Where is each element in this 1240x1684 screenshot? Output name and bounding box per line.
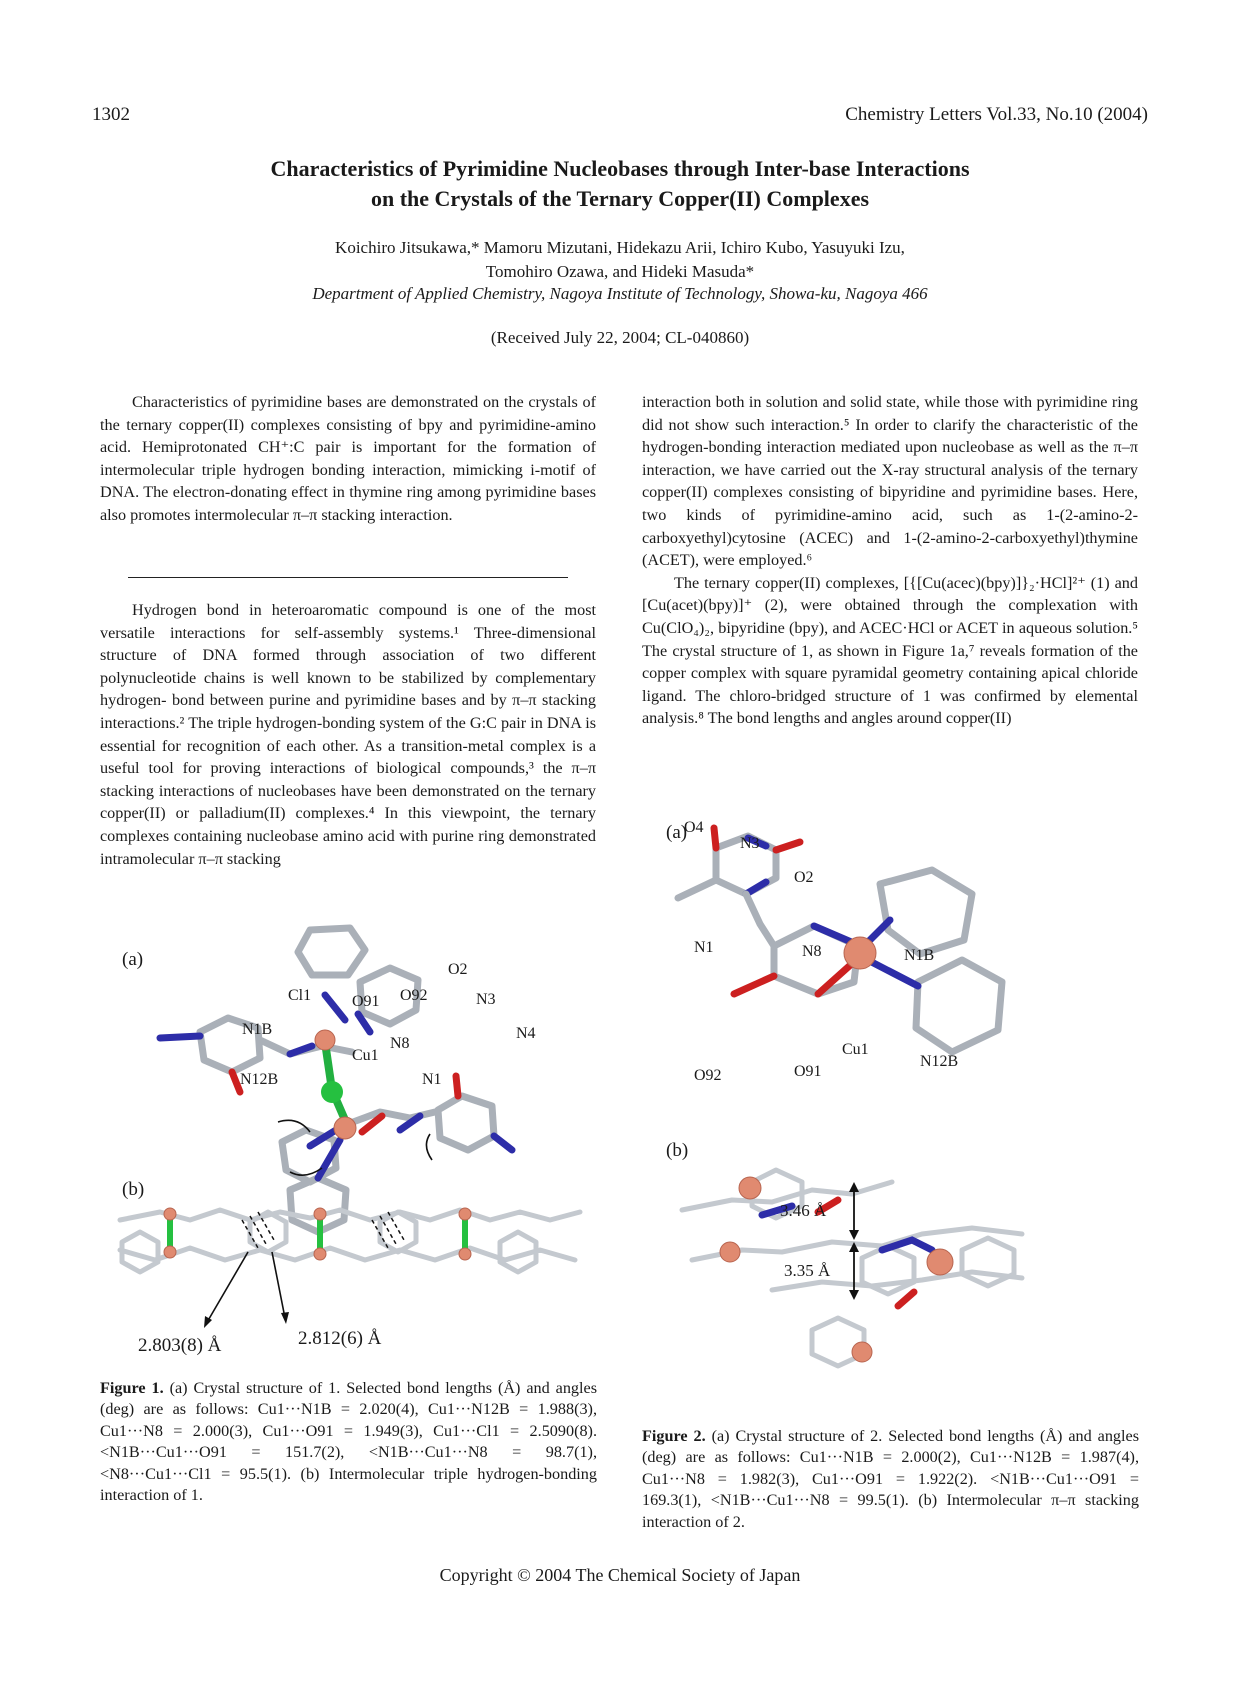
figure-2 <box>642 810 1142 1415</box>
body-paragraph-1-continued: interaction both in solution and solid state, while those with pyrimidine ring did not show such interaction.⁵ In order to clarify the characteristic of the hydrogen-bonding interaction mediated upon nucleobase as well as the π–π interaction, we have carried out the X-ray structural analysis of the ternary copper(II) complexes consisting of bipyridine and pyrimidine bases. Here, two kinds of pyrimidine-amino acid, such as 1-(2-amino-2-carboxyethyl)cytosine (ACEC) and 1-(2-amino-2-carboxyethyl)thymine (ACET), were employed.⁶ <box>642 393 1138 570</box>
bond-o <box>232 1072 240 1092</box>
figure-1b-panel-label: (b) <box>122 1179 145 1200</box>
atom-label-n12b: N12B <box>240 1071 279 1088</box>
figure-2b-stacking <box>682 1170 1022 1366</box>
atom-label-cu1: Cu1 <box>842 1041 869 1058</box>
figure-1-caption-label: Figure 1. <box>100 1379 164 1397</box>
body-column-right <box>642 391 1138 730</box>
bond-n <box>160 1036 200 1038</box>
figure-2-caption-text: (a) Crystal structure of 2. Selected bond lengths (Å) and angles (deg) are as follows: Cu1···N1B = 2.000(2), Cu1···N12B = 1.987(4), Cu1···N8 = 1.982(3), Cu1···O91 = 1.922(2). <N1B···Cu1···O91 = 169.3(1), <N1B···Cu1···N8 = 99.5(1). (b) Intermolecular π–π stacking interaction of 2. <box>642 1427 1140 1531</box>
figure-1-caption-text: (a) Crystal structure of 1. Selected bond lengths (Å) and angles (deg) are as follows: Cu1···N1B = 2.020(4), Cu1···N12B = 1.988(3), Cu1···N8 = 2.000(3), Cu1···O91 = 1.949(3), Cu1···Cl1 = 2.5090(8). <N1B···Cu1···O91 = 151.7(2), <N1B···Cu1···N8 = 98.7(1), <N8···Cu1···Cl1 = 95.5(1). (b) Intermolecular triple hydrogen-bonding interaction of 1. <box>100 1379 598 1505</box>
body-paragraph-2: The ternary copper(II) complexes, [{[Cu(acec)(bpy)]}₂·HCl]²⁺ (1) and [Cu(acet)(bpy)]⁺ (2), were obtained through the complexation with Cu(ClO₄)₂, bipyridine (bpy), and ACEC·HCl or ACET in aqueous solution.⁵ The crystal structure of 1, as shown in Figure 1a,⁷ reveals formation of the copper complex with square pyramidal geometry containing apical chloride ligand. The chloro-bridged structure of 1 was confirmed by elemental analysis.⁸ The bond lengths and angles around copper(II) <box>642 573 1138 728</box>
distance-arrow-2 <box>272 1252 285 1318</box>
authors-line-2: Tomohiro Ozawa, and Hideki Masuda* <box>485 262 755 281</box>
chlorine-atom <box>321 1081 343 1103</box>
pyrimidine-ring-right <box>438 1096 494 1150</box>
figure-1b-chain <box>120 1208 580 1328</box>
article-title <box>120 154 1120 214</box>
arrowhead <box>281 1312 289 1324</box>
copper-atom-lower <box>334 1117 356 1139</box>
atom-label-n8: N8 <box>390 1035 410 1052</box>
bpy-ring-2 <box>916 960 1002 1052</box>
linker-chain <box>746 894 774 946</box>
figure-1 <box>100 920 600 1365</box>
figure-2-caption <box>642 1426 1139 1533</box>
chain-backbone-lower <box>120 1248 575 1260</box>
title-line-2: on the Crystals of the Ternary Copper(II) Complexes <box>370 186 870 211</box>
copper-atom <box>739 1177 761 1199</box>
atom-label-o2: O2 <box>794 869 814 886</box>
copper-atom <box>164 1208 176 1220</box>
copper-atom <box>459 1208 471 1220</box>
bond-n <box>325 995 345 1020</box>
atom-label-o91: O91 <box>352 993 380 1010</box>
bond-o4 <box>714 828 716 848</box>
atom-label-n1b: N1B <box>242 1021 273 1038</box>
author-list <box>120 236 1120 284</box>
atom-label-o92: O92 <box>694 1067 722 1084</box>
title-line-1: Characteristics of Pyrimidine Nucleobases through Inter-base Interactions <box>270 156 970 181</box>
bond-n4 <box>494 1136 512 1150</box>
journal-header: Chemistry Letters Vol.33, No.10 (2004) <box>845 104 1148 125</box>
copper-atom <box>844 937 876 969</box>
atom-label-o2: O2 <box>448 961 468 978</box>
chain-backbone-upper <box>120 1210 580 1220</box>
atom-label-n3: N3 <box>476 991 496 1008</box>
atom-label-n4: N4 <box>516 1025 536 1042</box>
atom-label-o4: O4 <box>684 819 704 836</box>
copper-atom <box>314 1208 326 1220</box>
bpy-ring-1 <box>880 870 972 954</box>
distance-label-2: 3.35 Å <box>784 1261 831 1280</box>
abstract-text: Characteristics of pyrimidine bases are demonstrated on the crystals of the ternary copper(II) complexes consisting of bpy and pyrimidine-amino acid. Hemiprotonated CH⁺:C pair is important for the formation of intermolecular triple hydrogen bonding interaction, mimicking i-motif of DNA. The electron-donating effect in thymine ring among pyrimidine bases also promotes intermolecular π–π stacking interaction. <box>100 393 596 524</box>
authors-line-1: Koichiro Jitsukawa,* Mamoru Mizutani, Hidekazu Arii, Ichiro Kubo, Yasuyuki Izu, <box>335 238 905 257</box>
atom-label-n3: N3 <box>740 835 760 852</box>
copper-atom <box>314 1248 326 1260</box>
atom-label-o92: O92 <box>400 987 428 1004</box>
page-number: 1302 <box>92 104 130 125</box>
figure-2-caption-label: Figure 2. <box>642 1427 706 1445</box>
figure-1-caption <box>100 1378 597 1506</box>
stack-ring <box>962 1238 1014 1286</box>
atom-label-n1: N1 <box>694 939 714 956</box>
copyright-footer: Copyright © 2004 The Chemical Society of Japan <box>439 1565 801 1585</box>
abstract-divider <box>128 577 568 578</box>
atom-label-n12b: N12B <box>920 1053 959 1070</box>
copper-atom <box>927 1249 953 1275</box>
body-paragraph-1: Hydrogen bond in heteroaromatic compound is one of the most versatile interactions for self-assembly systems.¹ Three-dimensional structure of DNA formed through association of two different polynucleotide chains is well known to be stabilized by complementary hydrogen- bond between purine and pyrimidine bases and by π–π stacking interactions.² The triple hydrogen-bonding system of the G:C pair in DNA is essential for recognition of each other. As a transition-metal complex is a useful tool for proving interactions of biological compounds,³ the π–π stacking interactions of nucleobases have been demonstrated on the ternary copper(II) or palladium(II) complexes.⁴ In this viewpoint, the ternary complexes containing nucleobase amino acid with purine ring demonstrated intramolecular π–π stacking <box>100 601 596 868</box>
atom-label-cl1: Cl1 <box>288 987 312 1004</box>
distance-arrow-1 <box>206 1252 248 1324</box>
arrowhead <box>204 1316 212 1328</box>
methyl-bond <box>678 880 716 898</box>
copper-atom <box>164 1246 176 1258</box>
copper-atom <box>459 1248 471 1260</box>
body-column-left <box>100 599 596 870</box>
distance-label-2: 2.812(6) Å <box>298 1328 382 1349</box>
atom-label-n1b: N1B <box>904 947 935 964</box>
copper-atom <box>720 1242 740 1262</box>
copper-atom <box>852 1342 872 1362</box>
bpy-ring-upper-1 <box>298 928 365 975</box>
bond-o2 <box>776 842 800 850</box>
figure-2a-molecule <box>678 828 1002 1052</box>
atom-label-n1: N1 <box>422 1071 442 1088</box>
affiliation: Department of Applied Chemistry, Nagoya Institute of Technology, Showa-ku, Nagoya 466 <box>312 284 928 303</box>
abstract <box>100 391 596 527</box>
distance-label-1: 3.46 Å <box>780 1201 827 1220</box>
bond-o92 <box>734 976 774 994</box>
arrow-n1 <box>426 1134 432 1160</box>
bond-o2 <box>456 1076 458 1096</box>
distance-label-1: 2.803(8) Å <box>138 1335 222 1356</box>
figure-2a-panel-label: (a) <box>666 822 688 843</box>
atom-label-cu1: Cu1 <box>352 1047 379 1064</box>
base-ring <box>380 1212 416 1252</box>
base-ring <box>250 1212 286 1252</box>
figure-1a-panel-label: (a) <box>122 949 144 970</box>
atom-label-n8: N8 <box>802 943 822 960</box>
stack-o-bond <box>898 1292 914 1306</box>
atom-label-o91: O91 <box>794 1063 822 1080</box>
copper-atom-upper <box>315 1030 335 1050</box>
figure-2b-panel-label: (b) <box>666 1140 689 1161</box>
received-date: (Received July 22, 2004; CL-040860) <box>490 328 750 347</box>
